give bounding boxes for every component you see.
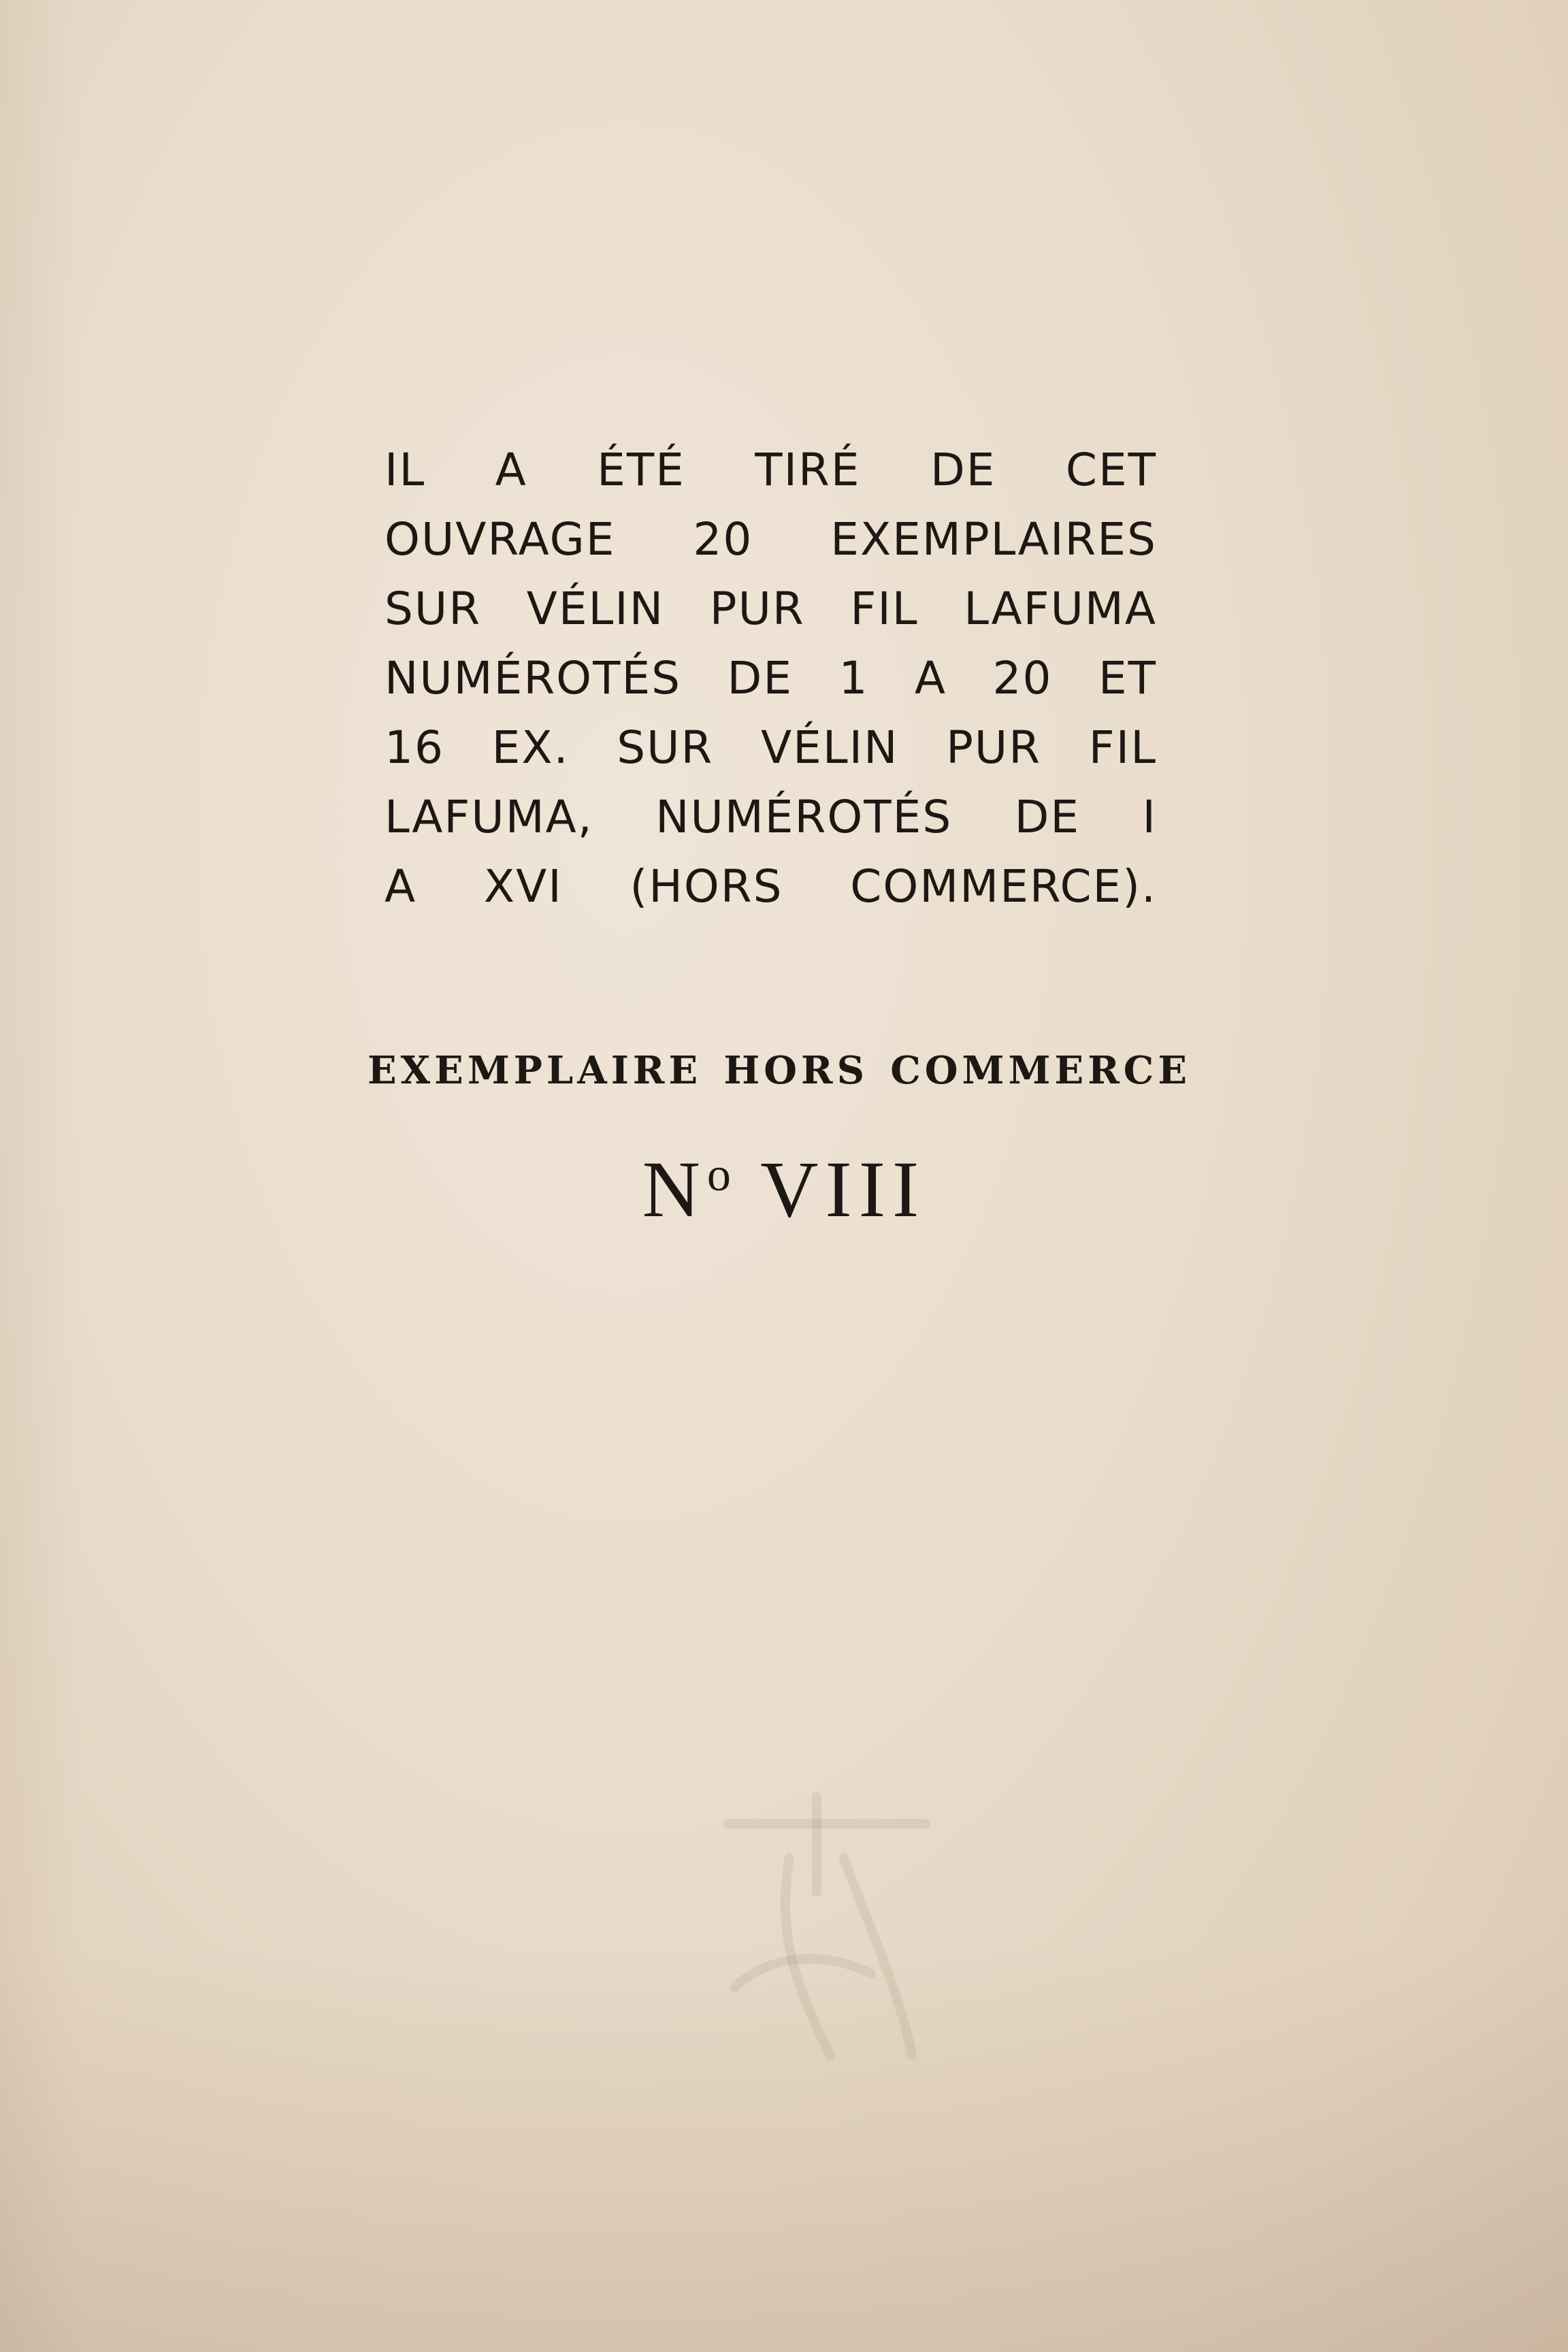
statement-line: LAFUMA, NUMÉROTÉS DE I bbox=[385, 791, 1157, 843]
print-run-statement bbox=[385, 436, 1157, 921]
copy-number-prefix: N bbox=[642, 1145, 707, 1234]
copy-number-superscript: o bbox=[706, 1149, 735, 1201]
statement-line: SUR VÉLIN PUR FIL LAFUMA bbox=[385, 583, 1157, 635]
copy-number bbox=[0, 1143, 1568, 1236]
statement-line: NUMÉROTÉS DE 1 A 20 ET bbox=[385, 652, 1157, 704]
statement-line: 16 EX. SUR VÉLIN PUR FIL bbox=[385, 721, 1157, 774]
statement-line: IL A ÉTÉ TIRÉ DE CET bbox=[385, 444, 1157, 496]
statement-line: OUVRAGE 20 EXEMPLAIRES bbox=[385, 513, 1157, 566]
statement-line: A XVI (HORS COMMERCE). bbox=[385, 860, 1157, 913]
copy-number-value: VIII bbox=[760, 1145, 926, 1234]
publisher-mark-show-through bbox=[681, 1783, 953, 2069]
copy-label: EXEMPLAIRE HORS COMMERCE bbox=[368, 1048, 1191, 1093]
